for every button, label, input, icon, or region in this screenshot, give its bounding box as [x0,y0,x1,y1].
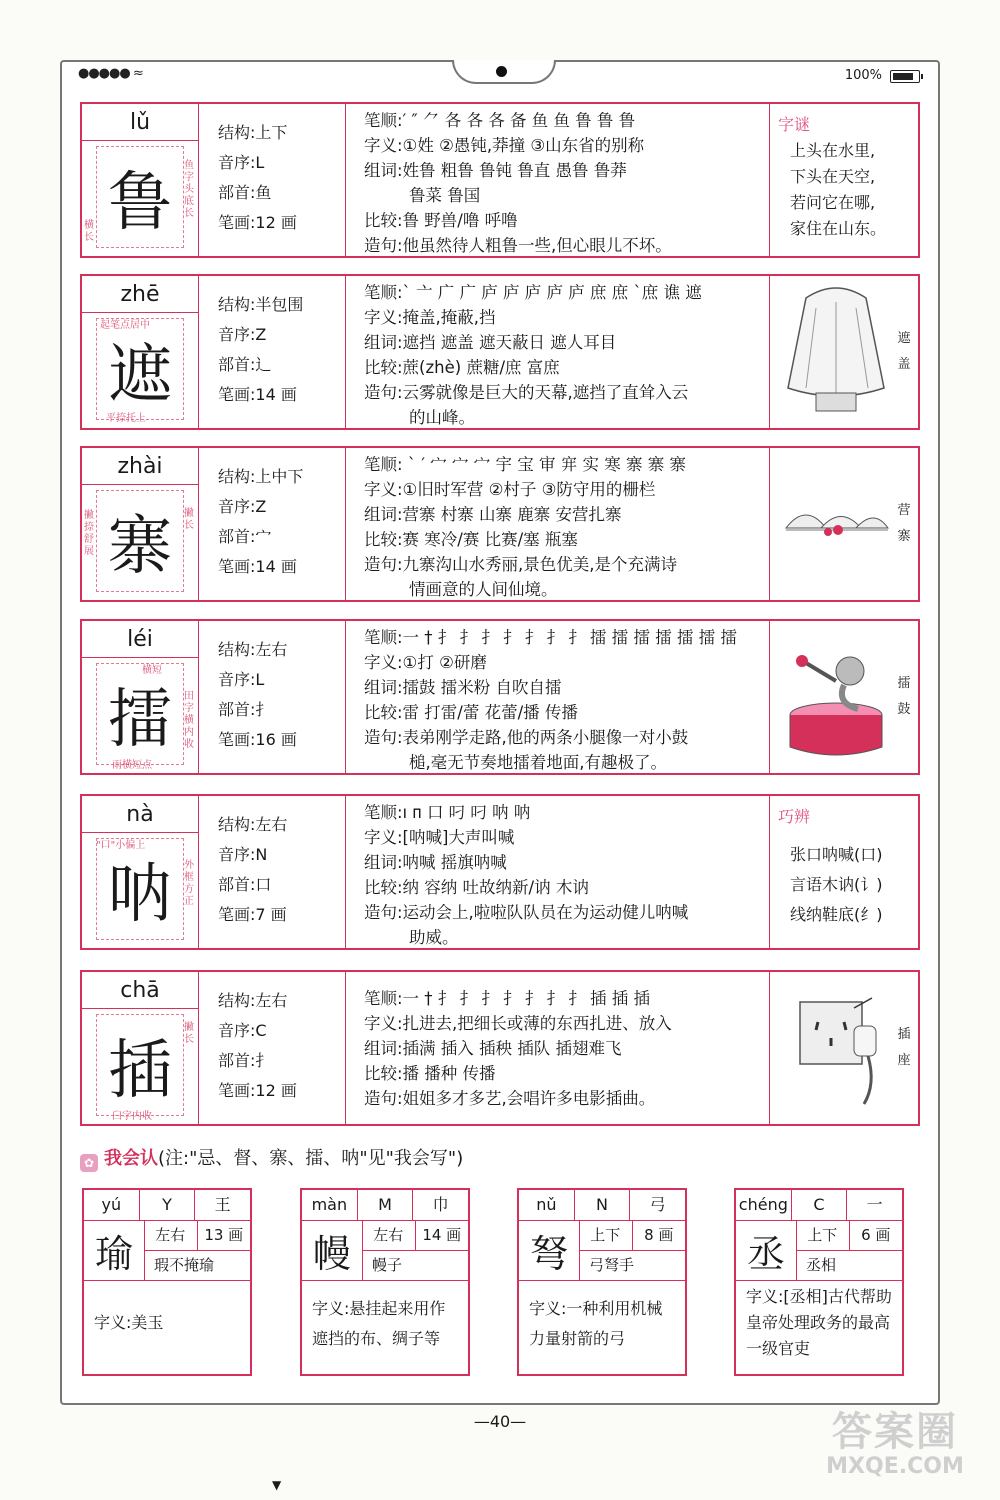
card-radical: 弓 [649,1195,666,1214]
picture-caption: 插座 [897,1027,911,1068]
stroke-order: 笔顺:一 † 扌 扌 扌 扌 扌 扌 扌 插 插 插 [364,989,651,1008]
example-sentence: 造句:云雾就像是巨大的天幕,遮挡了直耸入云 [364,383,689,402]
example-sentence: 造句:他虽然待人粗鲁一些,但心眼儿不坏。 [364,236,672,255]
writing-note: 横长 [84,220,94,243]
card-pinyin: nǔ [519,1190,575,1220]
card-definition: 字义:一种利用机械力量射箭的弓 [529,1299,663,1348]
char-cell [82,621,199,773]
card-strokes: 6 画 [861,1226,891,1244]
watermark-url: MXQE.COM [826,1454,964,1479]
stroke-count: 笔画:16 画 [218,730,297,749]
card-pinyin: chéng [736,1190,792,1220]
section-heading: 我会认 [104,1148,158,1169]
recognize-card-nu [517,1188,687,1376]
section-title [80,1144,463,1172]
card-pinyin: yú [84,1190,140,1220]
char-cell [82,276,199,428]
word-list: 组词:插满 插入 插秧 插队 插翅难飞 [364,1039,622,1058]
page-number: —40— [473,1412,527,1431]
cloth-cover-illustration [776,278,896,428]
phonetic-order: 音序:L [218,153,265,172]
structure: 结构:上中下 [218,467,304,486]
distinguish-line: 言语木讷(讠) [790,875,883,894]
socket-illustration [776,974,896,1124]
comparison: 比较:纳 容纳 吐故纳新/讷 木讷 [364,878,589,897]
picture-cell [770,972,918,1124]
drum-illustration [776,623,896,773]
card-strokes: 13 画 [204,1226,244,1244]
card-structure: 左右 [362,1220,416,1250]
radical: 部首:扌 [218,1051,272,1070]
card-word: 幔子 [362,1250,468,1281]
structure: 结构:上下 [218,123,288,142]
radical: 部首:宀 [218,527,272,546]
stroke-order: 笔顺:一 † 扌 扌 扌 扌 扌 扌 扌 擂 擂 擂 擂 擂 擂 擂 [364,628,737,647]
detail-cell [346,448,770,600]
example-sentence-cont: 助威。 [409,928,459,947]
pinyin: léi [82,623,198,658]
stroke-count: 笔画:7 画 [218,905,287,924]
main-character: 遮 [96,318,184,420]
detail-cell [346,972,770,1124]
info-cell [198,796,346,948]
riddle-cell [770,104,918,256]
distinguish-cell [770,796,918,948]
riddle-line: 家住在山东。 [790,219,887,238]
card-radical: 王 [214,1195,231,1214]
meaning: 字义:扎进去,把细长或薄的东西扎进、放入 [364,1014,672,1033]
card-character: 瑜 [84,1220,145,1281]
info-cell [198,448,346,600]
comparison: 比较:鲁 野兽/噜 呼噜 [364,211,518,230]
picture-caption: 营寨 [897,503,911,544]
card-word: 丞相 [796,1250,902,1281]
card-order: M [358,1190,414,1220]
pinyin: zhài [82,450,198,485]
pinyin: zhē [82,278,198,313]
word-list-cont: 鲁菜 鲁国 [409,186,481,205]
radical: 部首:辶 [218,355,272,374]
distinguish-title: 巧辨 [778,807,811,826]
card-order: C [792,1190,848,1220]
writing-note: "口"小偏上 [96,840,146,851]
signal-icon: ●●●●● ≈ [78,66,143,81]
card-strokes: 14 画 [422,1226,462,1244]
stroke-count: 笔画:14 画 [218,385,297,404]
phonetic-order: 音序:C [218,1021,267,1040]
distinguish-line: 张口呐喊(口) [790,845,883,864]
stroke-count: 笔画:14 画 [218,557,297,576]
char-entry-lei [80,619,920,775]
writing-note: 横短 [142,665,162,676]
battery-icon [890,70,920,83]
comparison: 比较:播 播种 传播 [364,1064,496,1083]
structure: 结构:左右 [218,815,288,834]
info-cell [198,104,346,256]
structure: 结构:半包围 [218,295,304,314]
info-cell [198,621,346,773]
card-word: 弓弩手 [579,1250,685,1281]
char-cell [82,972,199,1124]
picture-cell [770,621,918,773]
picture-caption: 擂鼓 [897,676,911,717]
camp-illustration [776,450,896,600]
writing-note: 起笔点居中 [100,320,150,331]
recognize-card-yu [82,1188,252,1376]
meaning: 字义:掩盖,掩蔽,挡 [364,308,496,327]
char-entry-lu [80,102,920,258]
writing-note: 雨横短点 [112,760,152,771]
writing-note: 撇长 [184,1022,194,1045]
stroke-order: 笔顺:ı ᴨ 口 叼 叼 呐 呐 [364,803,531,822]
char-entry-zhe [80,274,920,430]
writing-note: 撇捺舒展 [84,510,94,557]
char-entry-zhai [80,446,920,602]
char-cell [82,104,199,256]
structure: 结构:左右 [218,991,288,1010]
detail-cell [346,621,770,773]
char-entry-na [80,794,920,950]
structure: 结构:左右 [218,640,288,659]
camera-icon [496,66,507,77]
example-sentence: 造句:表弟刚学走路,他的两条小腿像一对小鼓 [364,728,689,747]
writing-note: 平捺托上 [106,413,146,424]
card-strokes: 8 画 [644,1226,674,1244]
word-list: 组词:营寨 村寨 山寨 鹿寨 安营扎寨 [364,505,622,524]
recognize-card-man [300,1188,470,1376]
card-character: 弩 [519,1220,580,1281]
riddle-line: 若问它在哪, [790,193,876,212]
detail-cell [346,276,770,428]
char-cell [82,448,199,600]
card-word: 瑕不掩瑜 [144,1250,250,1281]
info-cell [198,276,346,428]
detail-cell [346,104,770,256]
card-order: N [575,1190,631,1220]
riddle-lines [790,138,886,242]
comparison: 比较:雷 打雷/蕾 花蕾/播 传播 [364,703,578,722]
main-character: 寨 [96,490,184,592]
riddle-title: 字谜 [778,115,811,134]
writing-note: 臼字内收 [112,1111,152,1122]
example-sentence: 造句:运动会上,啦啦队队员在为运动健儿呐喊 [364,903,689,922]
example-sentence-cont: 情画意的人间仙境。 [409,580,558,599]
phonetic-order: 音序:N [218,845,268,864]
riddle-line: 下头在天空, [790,167,876,186]
radical: 部首:鱼 [218,183,272,202]
info-cell [198,972,346,1124]
card-radical: 一 [866,1195,883,1214]
card-structure: 上下 [579,1220,633,1250]
watermark-logo [810,1410,980,1480]
main-character: 呐 [96,838,184,940]
picture-cell [770,448,918,600]
stroke-count: 笔画:12 画 [218,1081,297,1100]
card-structure: 上下 [796,1220,850,1250]
phonetic-order: 音序:L [218,670,265,689]
main-character: 擂 [96,663,184,765]
example-sentence-cont: 槌,毫无节奏地擂着地面,有趣极了。 [409,753,667,772]
example-sentence-cont: 的山峰。 [409,408,475,427]
phonetic-order: 音序:Z [218,325,267,344]
distinguish-line: 线纳鞋底(纟) [790,905,883,924]
card-structure: 左右 [144,1220,198,1250]
card-definition: 字义:美玉 [94,1313,164,1332]
example-sentence: 造句:九寨沟山水秀丽,景色优美,是个充满诗 [364,555,678,574]
radical: 部首:口 [218,875,272,894]
meaning: 字义:①打 ②研磨 [364,653,487,672]
writing-note: 田字横内收 [184,691,194,750]
stroke-count: 笔画:12 画 [218,213,297,232]
word-list: 组词:擂鼓 擂米粉 自吹自擂 [364,678,562,697]
writing-note: 鱼字头底长 [184,160,194,219]
comparison: 比较:赛 寒冷/赛 比赛/塞 瓶塞 [364,530,578,549]
char-cell [82,796,199,948]
writing-note: 撇长 [184,508,194,531]
distinguish-lines [790,840,883,930]
card-character: 丞 [736,1220,797,1281]
card-order: Y [140,1190,196,1220]
section-note: (注:"忌、督、寨、擂、呐"见"我会写") [158,1148,464,1169]
meaning: 字义:[呐喊]大声叫喊 [364,828,515,847]
radical: 部首:扌 [218,700,272,719]
card-character: 幔 [302,1220,363,1281]
main-character: 插 [96,1014,184,1116]
battery-percent: 100% [844,68,882,83]
down-arrow-icon: ▼ [272,1478,282,1492]
flower-icon: ✿ [80,1154,98,1172]
word-list: 组词:呐喊 摇旗呐喊 [364,853,507,872]
tablet-frame [60,60,940,1405]
pinyin: chā [82,974,198,1009]
card-radical: 巾 [432,1195,449,1214]
picture-caption: 遮盖 [897,331,911,372]
char-entry-cha [80,970,920,1126]
pinyin: nà [82,798,198,833]
card-pinyin: màn [302,1190,358,1220]
card-definition: 字义:[丞相]古代帮助皇帝处理政务的最高一级官吏 [746,1287,892,1358]
word-list: 组词:遮挡 遮盖 遮天蔽日 遮人耳目 [364,333,617,352]
main-character: 鲁 [96,146,184,248]
example-sentence: 造句:姐姐多才多艺,会唱许多电影插曲。 [364,1089,656,1108]
phonetic-order: 音序:Z [218,497,267,516]
watermark-text: 答案圈 [832,1409,958,1455]
picture-cell [770,276,918,428]
comparison: 比较:蔗(zhè) 蔗糖/庶 富庶 [364,358,560,377]
word-list: 组词:姓鲁 粗鲁 鲁钝 鲁直 愚鲁 鲁莽 [364,161,627,180]
meaning: 字义:①旧时军营 ②村子 ③防守用的栅栏 [364,480,656,499]
writing-note: 外框方正 [184,860,194,907]
recognize-card-cheng [734,1188,904,1376]
card-definition: 字义:悬挂起来用作遮挡的布、绸子等 [312,1299,446,1348]
stroke-order: 笔顺: ` ′ 宀 宀 宀 宇 宝 审 宑 实 寒 寨 寨 寨 [364,455,686,474]
stroke-order: 笔顺:` 亠 广 广 庐 庐 庐 庐 庐 庶 庶 `庶 谯 遮 [364,283,702,302]
pinyin: lǔ [82,106,198,141]
meaning: 字义:①姓 ②愚钝,莽撞 ③山东省的别称 [364,136,645,155]
riddle-line: 上头在水里, [790,141,876,160]
stroke-order: 笔顺:′ ″ ⺈ 各 各 各 备 鱼 鱼 鲁 鲁 鲁 [364,111,636,130]
detail-cell [346,796,770,948]
